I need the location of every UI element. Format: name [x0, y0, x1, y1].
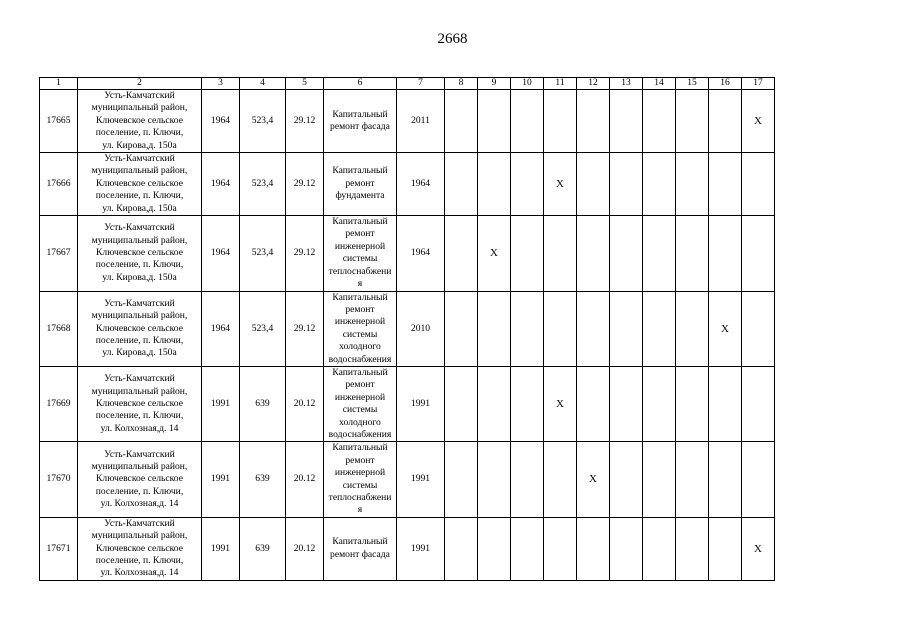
text-line: ул. Колхозная,д. 14 [100, 422, 179, 434]
empty-cell [511, 90, 544, 153]
address-cell [78, 442, 202, 517]
text-line: муниципальный район, [91, 102, 188, 114]
record-id-cell: 17667 [40, 216, 78, 291]
page-number: 2668 [437, 31, 468, 47]
empty-cell [676, 153, 709, 216]
column-number-cell: 16 [709, 78, 742, 90]
year-cell: 1991 [397, 517, 445, 580]
empty-cell [610, 442, 643, 517]
empty-cell [511, 442, 544, 517]
empty-cell [445, 216, 478, 291]
text-line: муниципальный район, [91, 310, 188, 322]
text-line: Капитальный [332, 165, 388, 177]
empty-cell [511, 366, 544, 441]
empty-cell [709, 90, 742, 153]
empty-cell [478, 517, 511, 580]
column-number-cell: 9 [478, 78, 511, 90]
table-row [40, 90, 775, 153]
text-line: ремонт [345, 303, 375, 315]
work-type-cell [324, 153, 397, 216]
text-line: ремонт [345, 454, 375, 466]
work-type-cell [324, 291, 397, 366]
column-number-cell: 5 [286, 78, 324, 90]
table-row [40, 442, 775, 517]
table-row [40, 291, 775, 366]
text-line: Ключевское сельское [96, 114, 183, 126]
empty-cell [676, 216, 709, 291]
record-id-cell: 17668 [40, 291, 78, 366]
area-cell: 523,4 [240, 291, 286, 366]
value-cell: 29.12 [286, 216, 324, 291]
empty-cell [676, 517, 709, 580]
empty-cell [676, 291, 709, 366]
empty-cell [643, 291, 676, 366]
text-line: ул. Колхозная,д. 14 [100, 567, 179, 579]
empty-cell [445, 291, 478, 366]
empty-cell [511, 153, 544, 216]
year-cell: 2010 [397, 291, 445, 366]
value-cell: 29.12 [286, 291, 324, 366]
value-cell: 29.12 [286, 153, 324, 216]
record-id-cell: 17671 [40, 517, 78, 580]
empty-cell [643, 366, 676, 441]
text-line: ул. Кирова,д. 150а [102, 271, 177, 283]
work-type-cell [324, 366, 397, 441]
column-number-cell: 7 [397, 78, 445, 90]
year-cell: 1991 [397, 366, 445, 441]
year-cell: 2011 [397, 90, 445, 153]
column-number-cell: 10 [511, 78, 544, 90]
column-number-cell: 8 [445, 78, 478, 90]
text-line: муниципальный район, [91, 530, 188, 542]
empty-cell [742, 366, 775, 441]
text-line: муниципальный район, [91, 460, 188, 472]
empty-cell [577, 517, 610, 580]
empty-cell [544, 90, 577, 153]
empty-cell [577, 366, 610, 441]
work-type-cell [324, 216, 397, 291]
column-number-cell: 4 [240, 78, 286, 90]
text-line: муниципальный район, [91, 165, 188, 177]
work-type-cell [324, 442, 397, 517]
text-line: муниципальный район, [91, 234, 188, 246]
text-line: водоснабжения [328, 428, 392, 440]
mark-cell: X [709, 291, 742, 366]
empty-cell [577, 216, 610, 291]
area-cell: 639 [240, 442, 286, 517]
empty-cell [445, 90, 478, 153]
empty-cell [610, 153, 643, 216]
text-line: Усть-Камчатский [104, 222, 175, 234]
text-line: поселение, п. Ключи, [95, 410, 184, 422]
table-row [40, 216, 775, 291]
text-line: системы [342, 328, 378, 340]
text-line: Ключевское сельское [96, 397, 183, 409]
text-line: поселение, п. Ключи, [95, 127, 184, 139]
text-line: теплоснабжени [328, 265, 392, 277]
work-type-cell [324, 90, 397, 153]
column-number-cell: 14 [643, 78, 676, 90]
text-line: ул. Кирова,д. 150а [102, 139, 177, 151]
empty-cell [742, 153, 775, 216]
year-built-cell: 1991 [202, 517, 240, 580]
empty-cell [478, 442, 511, 517]
work-type-cell [324, 517, 397, 580]
text-line: Ключевское сельское [96, 542, 183, 554]
year-built-cell: 1964 [202, 153, 240, 216]
empty-cell [643, 517, 676, 580]
text-line: Усть-Камчатский [104, 153, 175, 165]
text-line: холодного [339, 341, 381, 353]
empty-cell [742, 216, 775, 291]
text-line: ремонт фасада [330, 548, 390, 560]
column-number-cell: 13 [610, 78, 643, 90]
text-line: Усть-Камчатский [104, 517, 175, 529]
empty-cell [643, 216, 676, 291]
text-line: Капитальный [332, 442, 388, 454]
mark-cell: X [478, 216, 511, 291]
text-line: поселение, п. Ключи, [95, 555, 184, 567]
empty-cell [709, 153, 742, 216]
address-cell [78, 153, 202, 216]
text-line: поселение, п. Ключи, [95, 334, 184, 346]
value-cell: 20.12 [286, 442, 324, 517]
column-number-cell: 17 [742, 78, 775, 90]
text-line: системы [342, 253, 378, 265]
text-line: холодного [339, 416, 381, 428]
empty-cell [643, 90, 676, 153]
text-line: системы [342, 404, 378, 416]
empty-cell [610, 517, 643, 580]
mark-cell: X [742, 90, 775, 153]
area-cell: 523,4 [240, 90, 286, 153]
empty-cell [742, 291, 775, 366]
empty-cell [445, 366, 478, 441]
table-row [40, 153, 775, 216]
address-cell [78, 366, 202, 441]
empty-cell [544, 216, 577, 291]
empty-cell [643, 153, 676, 216]
address-cell [78, 90, 202, 153]
empty-cell [478, 90, 511, 153]
empty-cell [544, 291, 577, 366]
empty-cell [610, 216, 643, 291]
column-number-cell: 12 [577, 78, 610, 90]
empty-cell [577, 291, 610, 366]
empty-cell [511, 216, 544, 291]
empty-cell [478, 366, 511, 441]
text-line: инженерной [334, 316, 386, 328]
empty-cell [511, 291, 544, 366]
empty-cell [676, 442, 709, 517]
text-line: Усть-Камчатский [104, 90, 175, 101]
year-built-cell: 1964 [202, 216, 240, 291]
year-built-cell: 1991 [202, 442, 240, 517]
column-number-cell: 6 [324, 78, 397, 90]
area-cell: 523,4 [240, 216, 286, 291]
text-line: системы [342, 479, 378, 491]
text-line: Усть-Камчатский [104, 448, 175, 460]
mark-cell: X [742, 517, 775, 580]
empty-cell [445, 442, 478, 517]
text-line: ул. Колхозная,д. 14 [100, 498, 179, 510]
text-line: Усть-Камчатский [104, 297, 175, 309]
text-line: Ключевское сельское [96, 177, 183, 189]
year-cell: 1991 [397, 442, 445, 517]
empty-cell [709, 442, 742, 517]
text-line: Ключевское сельское [96, 322, 183, 334]
year-built-cell: 1964 [202, 90, 240, 153]
area-cell: 523,4 [240, 153, 286, 216]
text-line: Капитальный [332, 108, 388, 120]
mark-cell: X [544, 366, 577, 441]
text-line: ремонт фасада [330, 121, 390, 133]
text-line: инженерной [334, 240, 386, 252]
text-line: я [357, 504, 363, 516]
empty-cell [577, 90, 610, 153]
empty-cell [676, 90, 709, 153]
record-id-cell: 17670 [40, 442, 78, 517]
empty-cell [709, 216, 742, 291]
empty-cell [709, 366, 742, 441]
text-line: ул. Кирова,д. 150а [102, 202, 177, 214]
empty-cell [643, 442, 676, 517]
empty-cell [577, 153, 610, 216]
text-line: ул. Кирова,д. 150а [102, 347, 177, 359]
year-cell: 1964 [397, 153, 445, 216]
text-line: Усть-Камчатский [104, 373, 175, 385]
column-number-row [40, 78, 775, 90]
column-number-cell: 11 [544, 78, 577, 90]
address-cell [78, 517, 202, 580]
text-line: фундамента [335, 190, 385, 202]
area-cell: 639 [240, 366, 286, 441]
address-cell [78, 291, 202, 366]
mark-cell: X [577, 442, 610, 517]
empty-cell [445, 517, 478, 580]
text-line: Капитальный [332, 291, 388, 303]
text-line: ремонт [345, 177, 375, 189]
text-line: теплоснабжени [328, 492, 392, 503]
empty-cell [709, 517, 742, 580]
column-number-cell: 3 [202, 78, 240, 90]
mark-cell: X [544, 153, 577, 216]
column-number-cell: 2 [78, 78, 202, 90]
column-number-cell: 15 [676, 78, 709, 90]
text-line: поселение, п. Ключи, [95, 485, 184, 497]
empty-cell [478, 153, 511, 216]
value-cell: 20.12 [286, 517, 324, 580]
record-id-cell: 17669 [40, 366, 78, 441]
text-line: я [357, 278, 363, 290]
text-line: Ключевское сельское [96, 473, 183, 485]
empty-cell [445, 153, 478, 216]
record-id-cell: 17666 [40, 153, 78, 216]
empty-cell [742, 442, 775, 517]
empty-cell [544, 517, 577, 580]
year-built-cell: 1991 [202, 366, 240, 441]
column-number-cell: 1 [40, 78, 78, 90]
address-cell [78, 216, 202, 291]
table-row [40, 366, 775, 441]
text-line: муниципальный район, [91, 385, 188, 397]
year-cell: 1964 [397, 216, 445, 291]
table-row [40, 517, 775, 580]
text-line: Капитальный [332, 366, 388, 378]
empty-cell [610, 90, 643, 153]
record-id-cell: 17665 [40, 90, 78, 153]
text-line: поселение, п. Ключи, [95, 259, 184, 271]
text-line: инженерной [334, 391, 386, 403]
year-built-cell: 1964 [202, 291, 240, 366]
register-table [39, 77, 775, 581]
value-cell: 20.12 [286, 366, 324, 441]
area-cell: 639 [240, 517, 286, 580]
empty-cell [610, 366, 643, 441]
empty-cell [478, 291, 511, 366]
text-line: инженерной [334, 467, 386, 479]
empty-cell [511, 517, 544, 580]
text-line: Ключевское сельское [96, 247, 183, 259]
text-line: ремонт [345, 379, 375, 391]
text-line: ремонт [345, 228, 375, 240]
text-line: Капитальный [332, 536, 388, 548]
empty-cell [544, 442, 577, 517]
text-line: Капитальный [332, 216, 388, 228]
value-cell: 29.12 [286, 90, 324, 153]
empty-cell [676, 366, 709, 441]
text-line: поселение, п. Ключи, [95, 190, 184, 202]
empty-cell [610, 291, 643, 366]
text-line: водоснабжения [328, 353, 392, 365]
